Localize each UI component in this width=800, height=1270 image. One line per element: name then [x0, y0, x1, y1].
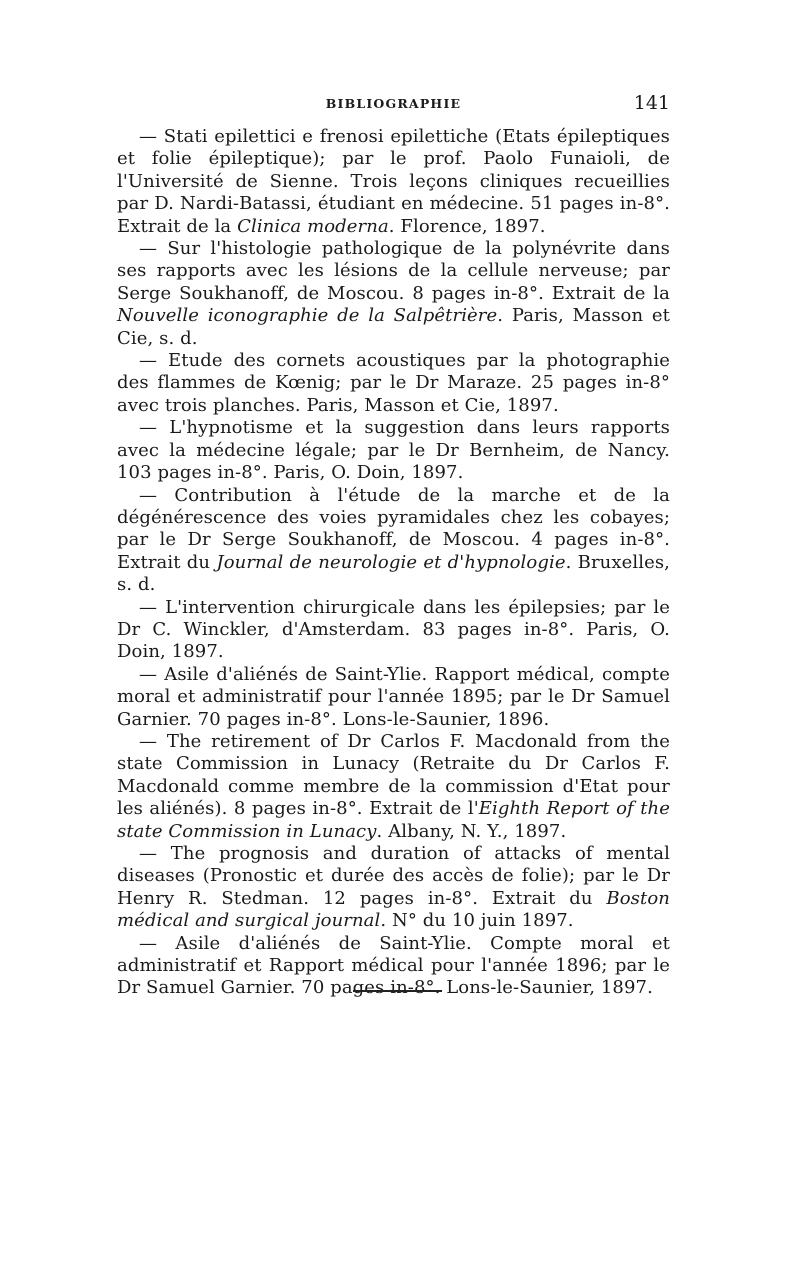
bibliography-entry: — L'hypnotisme et la suggestion dans leurs rapports avec la médecine légale; par le Dr Bernheim, de Nancy. 103 pages in-8°. Paris, O. Doin, 1897.: [117, 417, 670, 484]
bibliography-entry: — Asile d'aliénés de Saint-Ylie. Rapport médical, compte moral et administratif pour l'année 1895; par le Dr Samuel Garnier. 70 pages in-8°. Lons-le-Saunier, 1896.: [117, 663, 670, 730]
running-title: BIBLIOGRAPHIE: [325, 96, 462, 111]
bibliography-entry: — Asile d'aliénés de Saint-Ylie. Compte moral et administratif et Rapport médical pour l'année 1896; par le Dr Samuel Garnier. 70 pages in-8°. Lons-le-Saunier, 1897.: [117, 932, 670, 999]
page-number: 141: [633, 92, 670, 114]
bibliography-entry: — Contribution à l'étude de la marche et de la dégénérescence des voies pyramidales chez les cobayes; par le Dr Serge Soukhanoff, de Moscou. 4 pages in-8°. Extrait du Journal de neurologie et d'hypnologie. Bruxelles, s. d.: [117, 484, 671, 596]
bibliography-entry: — Etude des cornets acoustiques par la photographie des flammes de Kœnig; par le Dr Maraze. 25 pages in-8° avec trois planches. Paris, Masson et Cie, 1897.: [117, 350, 670, 416]
closing-rule: [353, 990, 442, 992]
bibliography-entry: — The retirement of Dr Carlos F. Macdonald from the state Commission in Lunacy (Retraite du Dr Carlos F. Macdonald comme membre de la commission d'Etat pour les aliénés). 8 pages in-8°. Extrait de l'Eighth Report of the state Commission in Lunacy. Albany, N. Y., 1897.: [117, 730, 670, 842]
running-head: [117, 92, 670, 122]
bibliography-entry: — The prognosis and duration of attacks of mental diseases (Pronostic et durée des accès de folie); par le Dr Henry R. Stedman. 12 pages in-8°. Extrait du Boston médical and surgical journal. N° du 10 juin 1897.: [117, 843, 670, 932]
bibliography-list: [117, 126, 670, 1000]
bibliography-entry: — Stati epilettici e frenosi epilettiche (Etats épileptiques et folie épileptique); par le prof. Paolo Funaioli, de l'Université de Sienne. Trois leçons cliniques recueillies par D. Nardi-Batassi, étudiant en médecine. 51 pages in-8°. Extrait de la Clinica moderna. Florence, 1897.: [117, 126, 670, 237]
book-page: [117, 92, 670, 1000]
bibliography-entry: — L'intervention chirurgicale dans les épilepsies; par le Dr C. Winckler, d'Amsterdam. 83 pages in-8°. Paris, O. Doin, 1897.: [117, 596, 670, 663]
bibliography-entry: — Sur l'histologie pathologique de la polynévrite dans ses rapports avec les lésions de la cellule nerveuse; par Serge Soukhanoff, de Moscou. 8 pages in-8°. Extrait de la Nouvelle iconographie de la Salpêtrière. Paris, Masson et Cie, s. d.: [117, 238, 670, 349]
